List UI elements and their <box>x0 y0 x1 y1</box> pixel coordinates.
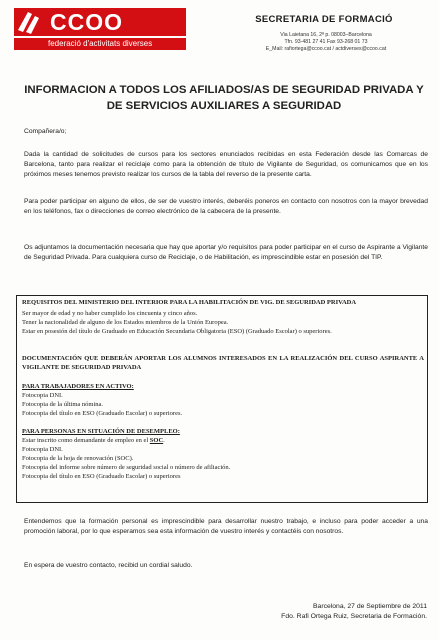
address: Via Laietana 16, 2ª p. 08003–Barcelona <box>280 32 372 38</box>
unemployed-item: Fotocopia del título en ESO (Graduado Escolar) o superiores <box>22 473 181 480</box>
closing-paragraph: Entendemos que la formación personal es imprescindible para desarrollar nuestro trabajo, e incluso para poder acceder a una promoción laboral, por lo que esperamos sea esta información de vuestro interés y contactéis con nosotros. <box>24 518 428 535</box>
email: E_Mail: rafiortega@ccoo.cat / actdiverses@ccoo.cat <box>265 46 387 52</box>
ccoo-logo <box>14 8 186 52</box>
phone: Tfn. 93-481 27 41 Fax 93-268 01 73 <box>284 39 368 45</box>
unemployed-item: Fotocopia del informe sobre número de seguridad social o número de afiliación. <box>22 464 231 471</box>
paragraph-2: Para poder participar en alguno de ellos, de ser de vuestro interés, deberéis poneros en contacto con nosotros con la mayor brevedad en los teléfonos, fax o direcciones de correo electrónico de la cabecera de la presente. <box>24 198 428 215</box>
requirements-box <box>16 295 428 503</box>
secretaria-heading: SECRETARIA DE FORMACIÓ <box>255 14 393 25</box>
document-title: INFORMACION A TODOS LOS AFILIADOS/AS DE SEGURIDAD PRIVADA Y DE SERVICIOS AUXILIARES A SEGURIDAD <box>24 84 424 112</box>
requirement-item: Ser mayor de edad y no haber cumplido los cincuenta y cinco años. <box>22 310 198 317</box>
active-item: Fotocopia del título en ESO (Graduado Escolar) o superiores. <box>22 410 183 417</box>
documentation-title: DOCUMENTACIÓN QUE DEBERÁN APORTAR LOS ALUMNOS INTERESADOS EN LA REALIZACIÓN DEL CURSO ASPIRANTE A VIGILANTE DE SEGURIDAD PRIVADA <box>22 355 424 371</box>
requirement-item: Tener la nacionalidad de alguno de los Estados miembros de la Unión Europea. <box>22 319 229 326</box>
paragraph-1: Dada la cantidad de solicitudes de cursos para los sectores enunciados recibidas en esta Federación desde las Comarcas de Barcelona, tanto para realizar el reciclaje como para la obtención de título de Vigilante de Seguridad, os comunicamos que en los próximos meses tenemos previsto realizar los cursos de la tabla del reverso de la presente carta. <box>24 151 428 178</box>
requirement-item: Estar en posesión del título de Graduado en Educación Secundaria Obligatoria (ESO) (Graduado Escolar) o superiores. <box>22 328 332 335</box>
ccoo-emblem-icon <box>14 8 44 36</box>
signature-name: Fdo. Rafi Ortega Ruiz, Secretaria de Formación. <box>281 613 427 620</box>
signature-date: Barcelona, 27 de Septiembre de 2011 <box>313 603 427 610</box>
soc-label: SOC <box>149 437 164 444</box>
greeting: Compañera/o; <box>24 128 67 135</box>
unemployed-item: Estar inscrito como demandante de empleo en el SOC. <box>22 437 165 444</box>
unemployed-heading: PARA PERSONAS EN SITUACIÓN DE DESEMPLEO: <box>22 428 180 435</box>
logo-text: CCOO <box>44 8 186 36</box>
unemployed-item: Fotocopia DNI. <box>22 446 63 453</box>
active-item: Fotocopia DNI. <box>22 392 63 399</box>
unemployed-first-text: Estar inscrito como demandante de empleo en el <box>22 437 149 444</box>
requirements-title: REQUISITOS DEL MINISTERIO DEL INTERIOR PARA LA HABILITACIÓN DE VIG. DE SEGURIDAD PRIVADA <box>22 299 357 306</box>
paragraph-3: Os adjuntamos la documentación necesaria que hay que aportar y/o requisitos para poder participar en el curso de Aspirante a Vigilante de Seguridad Privada. Para cualquiera curso de Reciclaje, o de Habilitación, es imprescindible estar en posesión del TIP. <box>24 244 428 261</box>
active-workers-heading: PARA TRABAJADORES EN ACTIVO: <box>22 383 134 390</box>
contact-block <box>226 32 426 53</box>
farewell: En espera de vuestro contacto, recibid un cordial saludo. <box>24 562 193 569</box>
logo-subtitle: federació d'activitats diverses <box>14 38 186 50</box>
unemployed-item: Fotocopia de la hoja de renovación (SOC). <box>22 455 134 462</box>
active-item: Fotocopia de la última nómina. <box>22 401 104 408</box>
